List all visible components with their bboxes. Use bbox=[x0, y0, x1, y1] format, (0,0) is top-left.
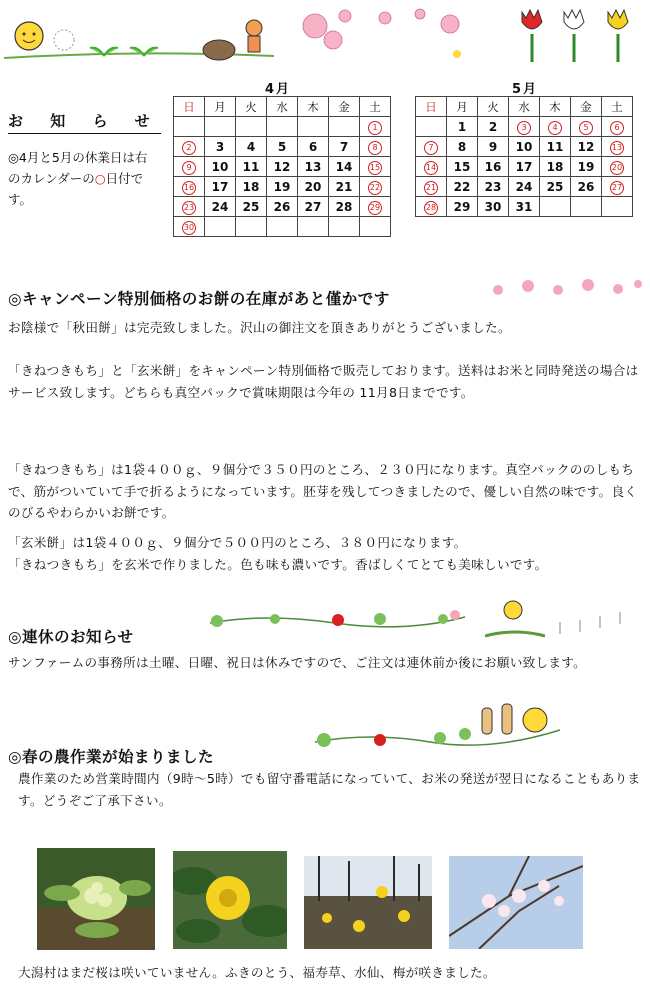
clover-ladybug-vine-icon bbox=[205, 605, 470, 635]
calendar-day-cell bbox=[416, 197, 447, 217]
calendar-day-cell bbox=[205, 157, 236, 177]
calendar-day-cell bbox=[329, 177, 360, 197]
holiday-day: 14 bbox=[424, 161, 438, 175]
calendar-week-row bbox=[174, 177, 391, 197]
tulips-illustration bbox=[512, 4, 642, 64]
ume-photo bbox=[449, 856, 583, 949]
calendar-day-cell bbox=[360, 117, 391, 137]
may-calendar-title: 5月 bbox=[512, 82, 539, 97]
business-day: 24 bbox=[211, 199, 229, 214]
farming-text: 農作業のため営業時間内（9時～5時）でも留守番電話になっていて、お米の発送が翌日になることもあります。どうぞご了承下さい。 bbox=[18, 771, 641, 808]
holiday-day: 28 bbox=[424, 201, 438, 215]
business-day: 21 bbox=[335, 179, 353, 194]
calendar-week-row bbox=[174, 157, 391, 177]
calendar-day-cell bbox=[571, 177, 602, 197]
holiday-day: 7 bbox=[424, 141, 438, 155]
calendar-day-cell bbox=[298, 177, 329, 197]
photo-caption: 大潟村はまだ桜は咲いていません。ふきのとう、福寿草、水仙、梅が咲きました。 bbox=[18, 965, 496, 980]
business-day: 17 bbox=[211, 179, 229, 194]
business-day: 10 bbox=[211, 159, 229, 174]
calendar-day-cell bbox=[447, 177, 478, 197]
business-day: 14 bbox=[335, 159, 353, 174]
holiday-day: 21 bbox=[424, 181, 438, 195]
holiday-day: 16 bbox=[182, 181, 196, 195]
calendar-day-cell bbox=[447, 157, 478, 177]
april-calendar bbox=[173, 96, 391, 237]
business-day: 30 bbox=[484, 199, 502, 214]
business-day: 4 bbox=[246, 139, 256, 154]
weekday-label: 月 bbox=[447, 97, 478, 117]
weekday-label: 火 bbox=[236, 97, 267, 117]
calendar-week-row bbox=[416, 137, 633, 157]
business-day: 25 bbox=[546, 179, 564, 194]
notice-body bbox=[8, 147, 158, 210]
calendar-day-cell bbox=[329, 117, 360, 137]
calendar-day-cell bbox=[267, 197, 298, 217]
calendar-day-cell bbox=[360, 137, 391, 157]
calendar-day-cell bbox=[360, 177, 391, 197]
calendar-day-cell bbox=[416, 157, 447, 177]
calendar-day-cell bbox=[602, 177, 633, 197]
holiday-day: 29 bbox=[368, 201, 382, 215]
holiday-day: 20 bbox=[610, 161, 624, 175]
cherry-blossom-illustration bbox=[285, 4, 475, 60]
business-day: 6 bbox=[308, 139, 318, 154]
business-day: 15 bbox=[453, 159, 471, 174]
business-day: 11 bbox=[546, 139, 564, 154]
campaign-text-3: 「きねつきもち」は1袋４００ｇ、９個分で３５０円のところ、２３０円になります。真空パックののしもちで、筋がついていて手で折るようになっています。胚芽を残してつきましたので、優しい自然の味です。良くのびるやわらかいお餅です。 bbox=[8, 462, 638, 520]
weekday-label: 土 bbox=[602, 97, 633, 117]
calendar-day-cell bbox=[205, 137, 236, 157]
calendar-day-cell bbox=[540, 177, 571, 197]
business-day: 18 bbox=[546, 159, 564, 174]
business-day: 27 bbox=[304, 199, 322, 214]
calendar-day-cell bbox=[360, 157, 391, 177]
business-day: 26 bbox=[577, 179, 595, 194]
calendar-week-row bbox=[174, 197, 391, 217]
holiday-mark: ○ bbox=[94, 171, 106, 186]
calendar-day-cell bbox=[236, 177, 267, 197]
business-day: 28 bbox=[335, 199, 353, 214]
campaign-text-5: 「きねつきもち」を玄米で作りました。色も味も濃いです。香ばしくてとても美味しいです。 bbox=[8, 557, 548, 572]
calendar-day-cell bbox=[360, 217, 391, 237]
suisen-photo bbox=[304, 856, 432, 949]
calendar-week-row bbox=[416, 177, 633, 197]
calendar-weekday-row bbox=[416, 97, 633, 117]
weekday-label: 金 bbox=[329, 97, 360, 117]
campaign-text-2: 「きねつきもち」と「玄米餅」をキャンペーン特別価格で販売しております。送料はお米と同時発送の場合はサービス致します。どちらも真空パックで賞味期限は今年の 11月8日までです。 bbox=[8, 363, 639, 400]
weekday-label: 日 bbox=[416, 97, 447, 117]
calendar-day-cell bbox=[571, 157, 602, 177]
holiday-day: 22 bbox=[368, 181, 382, 195]
business-day: 7 bbox=[339, 139, 349, 154]
weekday-label: 金 bbox=[571, 97, 602, 117]
calendar-day-cell bbox=[174, 157, 205, 177]
holiday-day: 5 bbox=[579, 121, 593, 135]
may-calendar bbox=[415, 96, 633, 217]
holiday-day: 30 bbox=[182, 221, 196, 235]
business-day: 8 bbox=[457, 139, 467, 154]
calendar-day-cell bbox=[540, 117, 571, 137]
calendar-day-cell bbox=[236, 157, 267, 177]
calendar-day-cell bbox=[267, 217, 298, 237]
april-calendar-title: 4月 bbox=[265, 82, 292, 97]
calendar-week-row bbox=[416, 157, 633, 177]
notice-body-text: ◎4月と5月の休業日は右のカレンダーの bbox=[8, 150, 148, 186]
calendar-day-cell bbox=[447, 137, 478, 157]
dandelion-icon bbox=[485, 598, 640, 640]
calendar-day-cell bbox=[416, 137, 447, 157]
business-day: 3 bbox=[215, 139, 225, 154]
holiday-day: 15 bbox=[368, 161, 382, 175]
dandelion-sprouts-illustration bbox=[4, 6, 274, 66]
holiday-day: 13 bbox=[610, 141, 624, 155]
calendar-day-cell bbox=[540, 157, 571, 177]
calendar-day-cell bbox=[205, 177, 236, 197]
business-day: 13 bbox=[304, 159, 322, 174]
business-day: 31 bbox=[515, 199, 533, 214]
weekday-label: 木 bbox=[298, 97, 329, 117]
holiday-day: 2 bbox=[182, 141, 196, 155]
calendar-day-cell bbox=[509, 117, 540, 137]
calendar-weekday-row bbox=[174, 97, 391, 117]
business-day: 20 bbox=[304, 179, 322, 194]
holiday-day: 27 bbox=[610, 181, 624, 195]
calendar-day-cell bbox=[540, 197, 571, 217]
calendar-day-cell bbox=[236, 117, 267, 137]
holiday-day: 6 bbox=[610, 121, 624, 135]
calendar-day-cell bbox=[236, 217, 267, 237]
business-day: 23 bbox=[484, 179, 502, 194]
calendar-day-cell bbox=[416, 177, 447, 197]
business-day: 16 bbox=[484, 159, 502, 174]
calendar-day-cell bbox=[329, 137, 360, 157]
calendar-day-cell bbox=[571, 117, 602, 137]
calendar-day-cell bbox=[267, 157, 298, 177]
calendar-day-cell bbox=[509, 177, 540, 197]
business-day: 11 bbox=[242, 159, 260, 174]
calendar-day-cell bbox=[298, 157, 329, 177]
calendar-day-cell bbox=[174, 117, 205, 137]
business-day: 18 bbox=[242, 179, 260, 194]
calendar-day-cell bbox=[298, 137, 329, 157]
calendar-day-cell bbox=[205, 217, 236, 237]
calendar-day-cell bbox=[478, 117, 509, 137]
business-day: 1 bbox=[457, 119, 467, 134]
holiday-notice-heading: ◎連休のお知らせ bbox=[8, 628, 134, 646]
clover-bugs-illustration bbox=[310, 690, 570, 760]
calendar-day-cell bbox=[478, 157, 509, 177]
business-day: 10 bbox=[515, 139, 533, 154]
business-day: 26 bbox=[273, 199, 291, 214]
business-day: 19 bbox=[273, 179, 291, 194]
calendar-day-cell bbox=[236, 197, 267, 217]
campaign-text-4: 「玄米餅」は1袋４００ｇ、９個分で５００円のところ、３８０円になります。 bbox=[8, 535, 467, 550]
calendar-week-row bbox=[174, 217, 391, 237]
blossom-garland-icon bbox=[488, 276, 644, 298]
business-day: 22 bbox=[453, 179, 471, 194]
calendar-week-row bbox=[174, 137, 391, 157]
business-day: 29 bbox=[453, 199, 471, 214]
business-day: 12 bbox=[577, 139, 595, 154]
calendar-day-cell bbox=[416, 117, 447, 137]
business-day: 12 bbox=[273, 159, 291, 174]
weekday-label: 水 bbox=[509, 97, 540, 117]
calendar-day-cell bbox=[509, 197, 540, 217]
calendar-week-row bbox=[174, 117, 391, 137]
business-day: 25 bbox=[242, 199, 260, 214]
calendar-day-cell bbox=[174, 137, 205, 157]
calendar-day-cell bbox=[205, 117, 236, 137]
calendar-day-cell bbox=[478, 197, 509, 217]
calendar-day-cell bbox=[447, 197, 478, 217]
weekday-label: 日 bbox=[174, 97, 205, 117]
campaign-heading: ◎キャンペーン特別価格のお餅の在庫があと僅かです bbox=[8, 290, 390, 308]
notice-body-tail: 日付です。 bbox=[8, 171, 144, 207]
business-day: 5 bbox=[277, 139, 287, 154]
calendar-day-cell bbox=[329, 157, 360, 177]
calendar-day-cell bbox=[174, 197, 205, 217]
fukujusou-photo bbox=[173, 851, 287, 949]
calendar-day-cell bbox=[174, 177, 205, 197]
calendar-day-cell bbox=[602, 197, 633, 217]
calendar-day-cell bbox=[571, 137, 602, 157]
calendar-day-cell bbox=[298, 117, 329, 137]
business-day: 24 bbox=[515, 179, 533, 194]
calendar-day-cell bbox=[602, 117, 633, 137]
calendar-day-cell bbox=[540, 137, 571, 157]
calendar-day-cell bbox=[267, 177, 298, 197]
calendar-day-cell bbox=[329, 197, 360, 217]
business-day: 9 bbox=[488, 139, 498, 154]
calendar-day-cell bbox=[509, 157, 540, 177]
holiday-day: 9 bbox=[182, 161, 196, 175]
weekday-label: 水 bbox=[267, 97, 298, 117]
holiday-day: 23 bbox=[182, 201, 196, 215]
calendar-day-cell bbox=[236, 137, 267, 157]
calendar-day-cell bbox=[267, 137, 298, 157]
farming-heading: ◎春の農作業が始まりました bbox=[8, 748, 215, 766]
calendar-day-cell bbox=[267, 117, 298, 137]
weekday-label: 土 bbox=[360, 97, 391, 117]
calendar-day-cell bbox=[478, 137, 509, 157]
calendar-week-row bbox=[416, 117, 633, 137]
holiday-day: 3 bbox=[517, 121, 531, 135]
weekday-label: 火 bbox=[478, 97, 509, 117]
calendar-day-cell bbox=[478, 177, 509, 197]
holiday-day: 8 bbox=[368, 141, 382, 155]
calendar-day-cell bbox=[298, 217, 329, 237]
calendar-day-cell bbox=[174, 217, 205, 237]
weekday-label: 木 bbox=[540, 97, 571, 117]
business-day: 17 bbox=[515, 159, 533, 174]
holiday-notice-text: サンファームの事務所は土曜、日曜、祝日は休みですので、ご注文は連休前か後にお願い致します。 bbox=[8, 655, 587, 670]
calendar-day-cell bbox=[298, 197, 329, 217]
calendar-day-cell bbox=[205, 197, 236, 217]
holiday-day: 1 bbox=[368, 121, 382, 135]
calendar-day-cell bbox=[571, 197, 602, 217]
business-day: 19 bbox=[577, 159, 595, 174]
fukinotou-photo bbox=[37, 848, 155, 950]
calendar-day-cell bbox=[602, 137, 633, 157]
holiday-day: 4 bbox=[548, 121, 562, 135]
campaign-text-1: お陰様で「秋田餅」は完売致しました。沢山の御注文を頂きありがとうございました。 bbox=[8, 320, 511, 335]
calendar-day-cell bbox=[447, 117, 478, 137]
notice-title: お 知 ら せ bbox=[8, 110, 161, 134]
calendar-day-cell bbox=[360, 197, 391, 217]
calendar-week-row bbox=[416, 197, 633, 217]
calendar-day-cell bbox=[509, 137, 540, 157]
weekday-label: 月 bbox=[205, 97, 236, 117]
business-day: 2 bbox=[488, 119, 498, 134]
calendar-day-cell bbox=[602, 157, 633, 177]
calendar-day-cell bbox=[329, 217, 360, 237]
